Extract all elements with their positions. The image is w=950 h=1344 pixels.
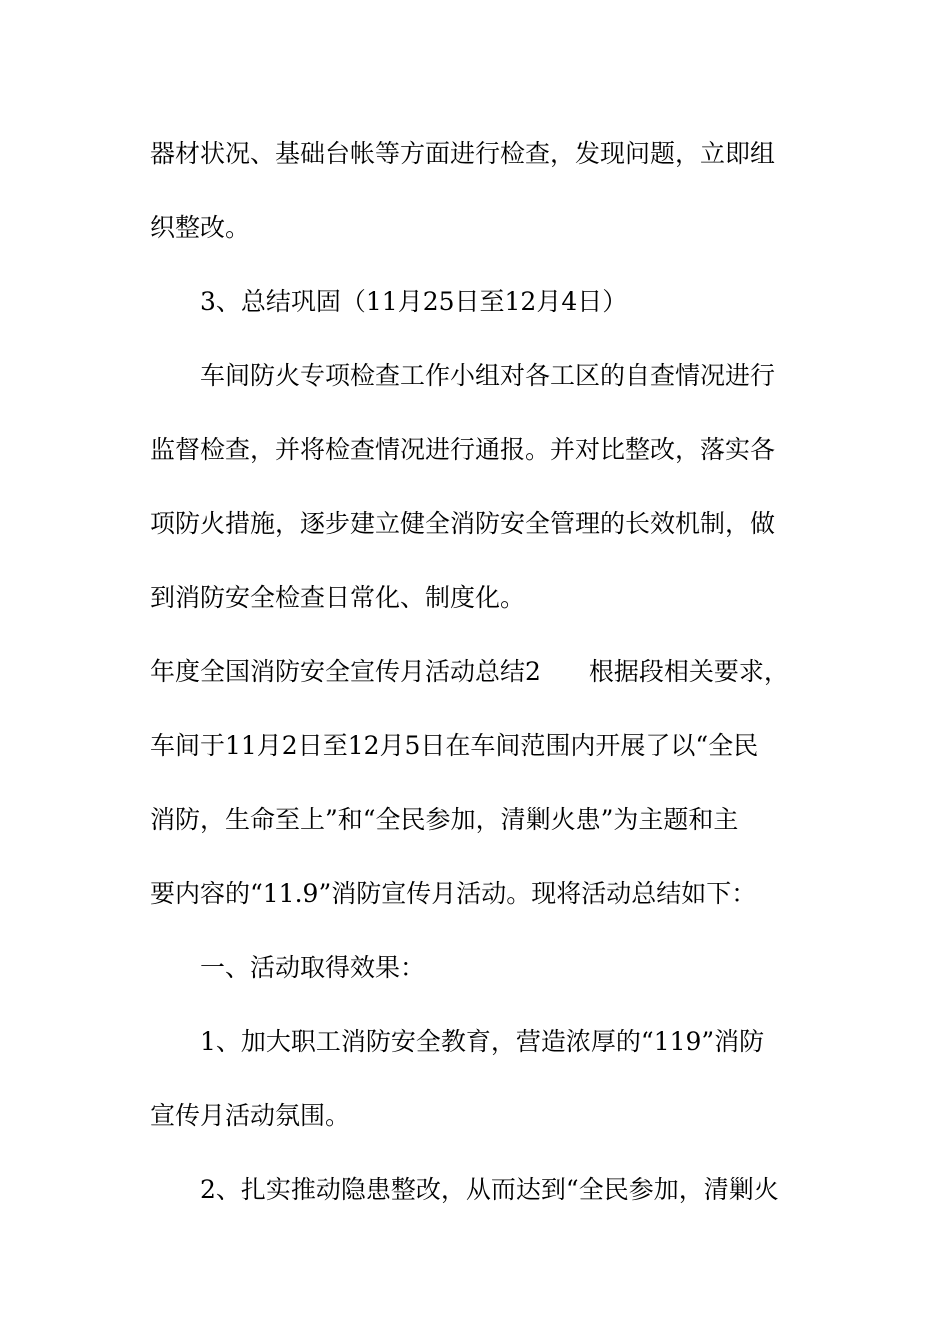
paragraph-line: 消防，生命至上”和“全民参加，清剿火患”为主题和主: [150, 805, 739, 834]
paragraph-line: 车间于11月2日至12月5日在车间范围内开展了以“全民: [150, 731, 759, 760]
paragraph-line: 宣传月活动氛围。: [150, 1101, 351, 1130]
document-title: 年度全国消防安全宣传月活动总结2: [150, 657, 541, 686]
paragraph-line: 器材状况、基础台帐等方面进行检查，发现问题，立即组: [150, 139, 776, 168]
list-item: 1、加大职工消防安全教育，营造浓厚的“119”消防: [200, 1027, 765, 1056]
section-heading: 一、活动取得效果：: [200, 953, 426, 982]
paragraph-line: 监督检查，并将检查情况进行通报。并对比整改，落实各: [150, 435, 776, 464]
list-item: 2、扎实推动隐患整改，从而达到“全民参加，清剿火: [200, 1175, 779, 1204]
document-heading-line: [150, 652, 810, 692]
paragraph-line: 车间防火专项检查工作小组对各工区的自查情况进行: [200, 361, 776, 390]
section-heading: 3、总结巩固（11月25日至12月4日）: [200, 287, 628, 316]
paragraph-line: 到消防安全检查日常化、制度化。: [150, 583, 526, 612]
paragraph-line: 项防火措施，逐步建立健全消防安全管理的长效机制，做: [150, 509, 776, 538]
paragraph-line: 织整改。: [150, 213, 251, 242]
paragraph-line: 要内容的“11.9”消防宣传月活动。现将活动总结如下：: [150, 879, 757, 908]
paragraph-text: 根据段相关要求，: [588, 657, 789, 686]
